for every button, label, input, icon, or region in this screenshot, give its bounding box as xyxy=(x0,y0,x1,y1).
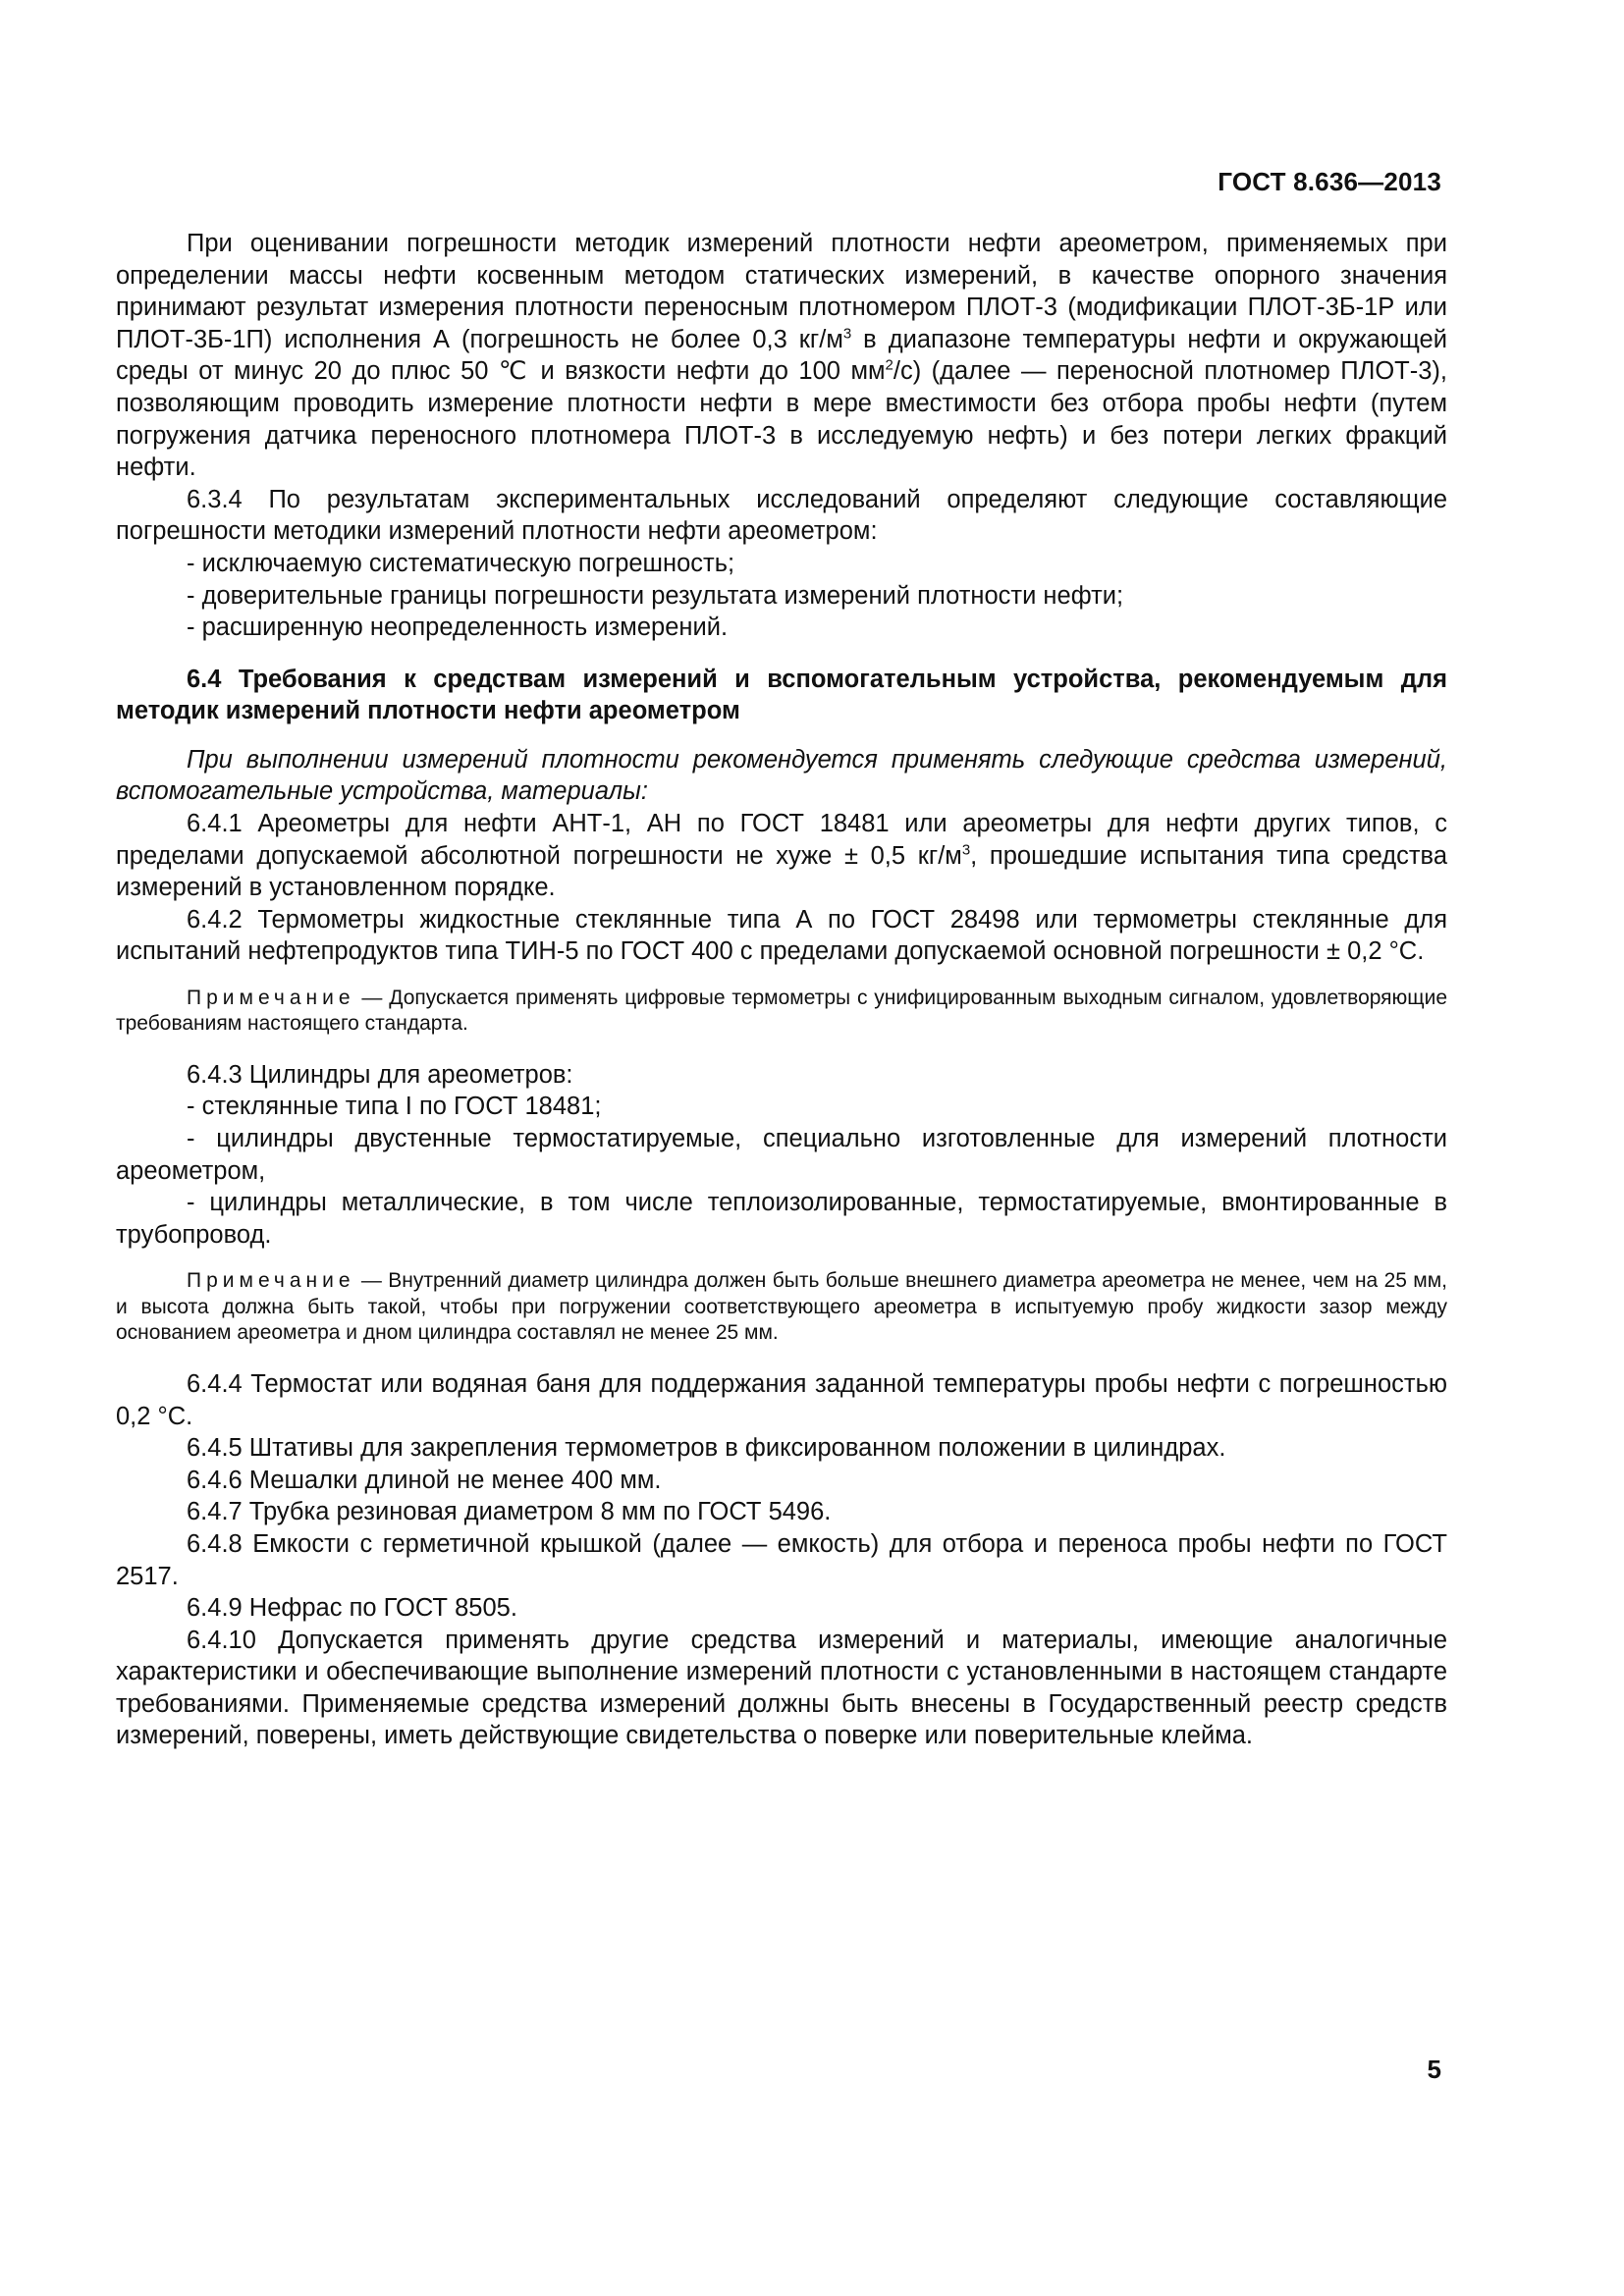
paragraph-6-4-5: 6.4.5 Штативы для закрепления термометров в фиксированном положении в цилиндрах. xyxy=(187,1434,1226,1463)
italic-intro: При выполнении измерений плотности рекомендуется применять следующие средства измерений, вспомогательные устройства, материалы: xyxy=(116,745,1447,806)
paragraph-text: При оценивании погрешности методик измерений плотности нефти ареометром, применяемых при определении массы нефти косвенным методом статических измерений, в качестве опорного значения принимают результат измерения плотности переносным плотномером ПЛОТ-3 (модификации ПЛОТ-3Б-1Р или ПЛОТ-3Б-1П) исполнения А (погрешность не более 0,3 кг/м xyxy=(116,230,1447,353)
document-header: ГОСТ 8.636—2013 xyxy=(1218,167,1441,196)
paragraph-text: /с) (далее — переносной плотномер ПЛОТ-3), позволяющим проводить измерение плотности нефти в мере вместимости без отбора пробы нефти (путем погружения датчика переносного плотномера ПЛОТ-3 в исследуемую нефть) и без потери легких фракций нефти. xyxy=(116,357,1447,482)
paragraph-6-4-9: 6.4.9 Нефрас по ГОСТ 8505. xyxy=(187,1594,517,1623)
superscript: 2 xyxy=(885,356,893,374)
page-number: 5 xyxy=(1427,2055,1441,2084)
paragraph-reference-value xyxy=(116,228,1447,484)
paragraph-6-4-3: 6.4.3 Цилиндры для ареометров: xyxy=(187,1060,573,1089)
note-text: — Внутренний диаметр цилиндра должен быть больше внешнего диаметра ареометра не менее, чем на 25 мм, и высота должна быть такой, чтобы при погружении соответствующего ареометра в испытуемую пробу жидкости зазор между основанием ареометра и дном цилиндра составлял не менее 25 мм. xyxy=(116,1269,1447,1345)
note-1 xyxy=(116,986,1447,1038)
paragraph-6-3-4: 6.3.4 По результатам экспериментальных исследований определяют следующие составляющие погрешности методики измерений плотности нефти ареометром: xyxy=(116,485,1447,546)
list-item: - исключаемую систематическую погрешность; xyxy=(187,549,735,577)
paragraph-6-4-2: 6.4.2 Термометры жидкостные стеклянные типа А по ГОСТ 28498 или термометры стеклянные для испытаний нефтепродуктов типа ТИН-5 по ГОСТ 400 с пределами допускаемой основной погрешности ± 0,2 °С. xyxy=(116,905,1447,966)
paragraph-text: 6.4.1 Ареометры для нефти АНТ-1, АН по ГОСТ 18481 или ареометры для нефти других типов, с пределами допускаемой абсолютной погрешности не хуже ± 0,5 кг/м xyxy=(116,809,1447,870)
list-item: - стеклянные типа I по ГОСТ 18481; xyxy=(187,1093,602,1121)
section-heading-6-4: 6.4 Требования к средствам измерений и вспомогательным устройства, рекомендуемым для методик измерений плотности нефти ареометром xyxy=(116,665,1447,724)
superscript: 3 xyxy=(961,841,971,858)
paragraph-6-4-1 xyxy=(116,808,1447,904)
paragraph-6-4-10: 6.4.10 Допускается применять другие средства измерений и материалы, имеющие аналогичные характеристики и обеспечивающие выполнение измерений плотности с установленными в настоящем стандарте требованиями. Применяемые средства измерений должны быть внесены в Государственный реестр средств измерений, поверены, иметь действующие свидетельства о поверке или поверительные клейма. xyxy=(116,1626,1447,1750)
paragraph-text: , прошедшие испытания типа средства измерений в установленном порядке. xyxy=(116,841,1448,902)
paragraph-6-4-4: 6.4.4 Термостат или водяная баня для поддержания заданной температуры пробы нефти с погрешностью 0,2 °С. xyxy=(116,1369,1447,1430)
note-label: Примечание xyxy=(187,1269,355,1293)
note-2 xyxy=(116,1268,1447,1347)
paragraph-text: в диапазоне температуры нефти и окружающей среды от минус 20 до плюс 50 ℃ и вязкости нефти до 100 мм xyxy=(116,325,1447,386)
list-item: - цилиндры металлические, в том числе теплоизолированные, термостатируемые, вмонтированные в трубопровод. xyxy=(116,1189,1447,1249)
paragraph-6-4-7: 6.4.7 Трубка резиновая диаметром 8 мм по ГОСТ 5496. xyxy=(187,1498,832,1526)
paragraph-6-4-8: 6.4.8 Емкости с герметичной крышкой (далее — емкость) для отбора и переноса пробы нефти по ГОСТ 2517. xyxy=(116,1529,1447,1590)
paragraph-6-4-6: 6.4.6 Мешалки длиной не менее 400 мм. xyxy=(187,1466,662,1494)
superscript: 3 xyxy=(842,325,852,343)
list-item: - цилиндры двустенные термостатируемые, специально изготовленные для измерений плотности ареометром, xyxy=(116,1125,1447,1185)
page-body xyxy=(116,228,1447,1752)
list-item: - расширенную неопределенность измерений. xyxy=(187,614,729,642)
note-label: Примечание xyxy=(187,986,355,1009)
note-text: — Допускается применять цифровые термометры с унифицированным выходным сигналом, удовлетворяющие требованиям настоящего стандарта. xyxy=(116,986,1447,1036)
list-item: - доверительные границы погрешности результата измерений плотности нефти; xyxy=(187,581,1124,610)
